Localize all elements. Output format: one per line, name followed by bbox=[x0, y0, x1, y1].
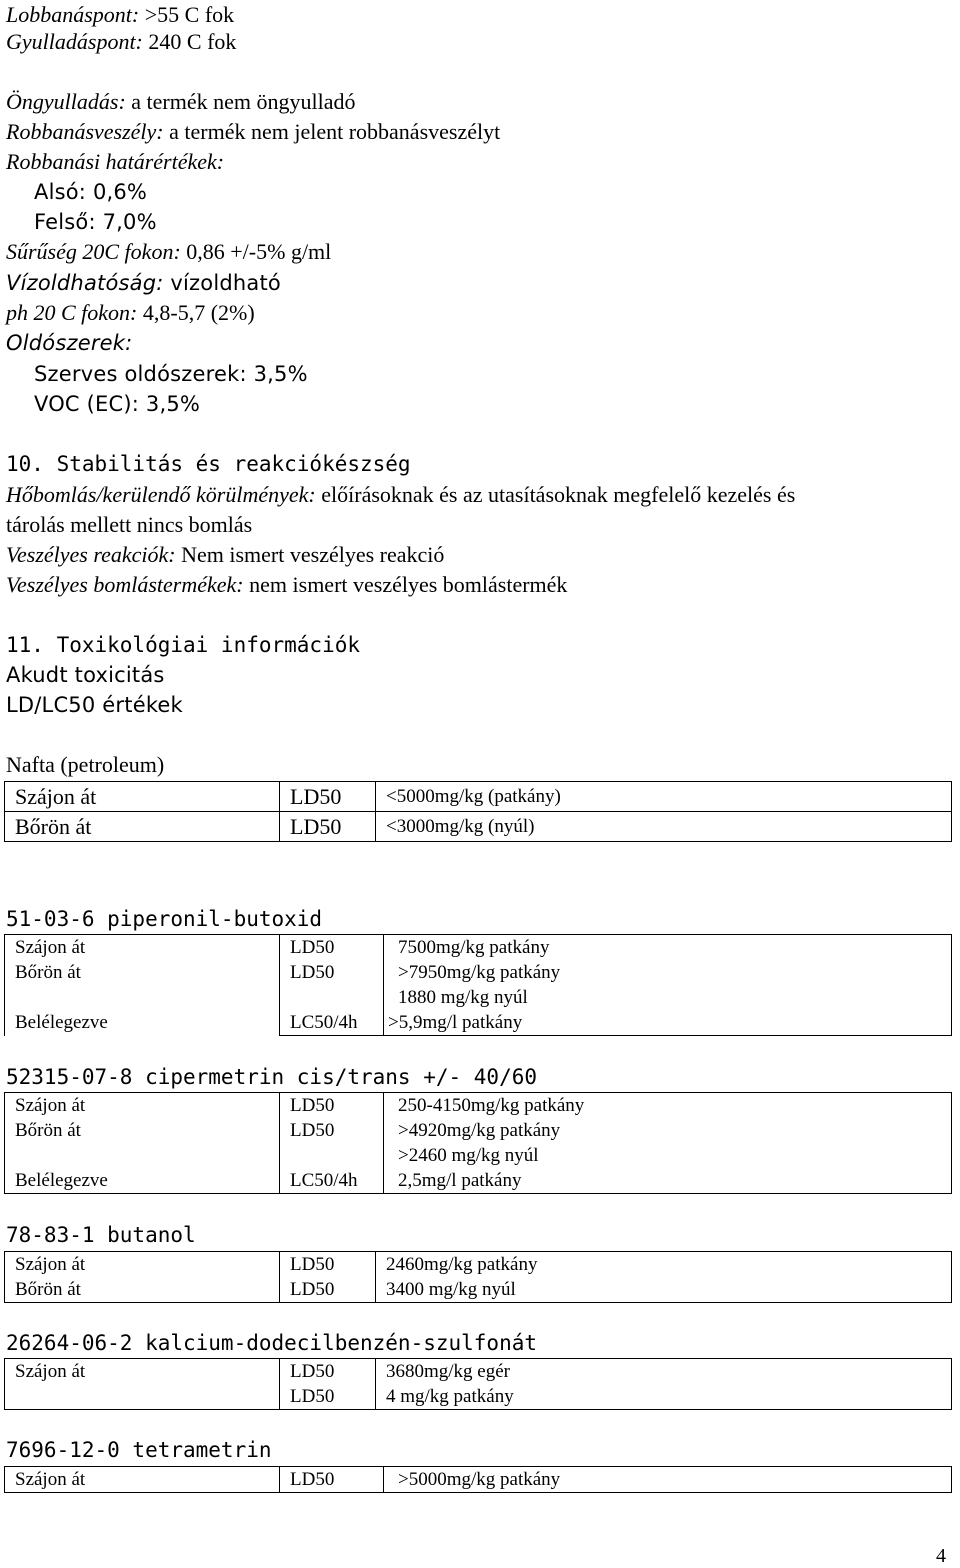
dangerous-reactions bbox=[6, 540, 444, 570]
route-cell: Bőrön át bbox=[5, 812, 280, 842]
value-text: >5,9mg/l patkány bbox=[388, 1012, 523, 1033]
value-text: 4 mg/kg patkány bbox=[386, 1386, 514, 1407]
explosion-hazard bbox=[6, 117, 500, 147]
substance-name: 51-03-6 piperonil-butoxid bbox=[6, 907, 323, 931]
toxicity-table bbox=[4, 781, 952, 842]
self-ignition bbox=[6, 87, 355, 117]
value-text: 7500mg/kg patkány bbox=[398, 937, 550, 958]
explosion-limits bbox=[6, 147, 224, 177]
route-text bbox=[15, 985, 279, 1010]
value-cell bbox=[384, 935, 952, 1036]
type-cell: LD50 bbox=[280, 812, 376, 842]
water-solubility-label: Vízoldhatóság: bbox=[6, 271, 164, 295]
table-row bbox=[5, 1359, 952, 1410]
route-text: Szájon át bbox=[15, 1361, 86, 1382]
route-cell bbox=[5, 1252, 280, 1303]
route-text bbox=[15, 1384, 279, 1409]
solvents bbox=[6, 328, 132, 358]
value-text: 2460mg/kg patkány bbox=[386, 1254, 538, 1275]
route-text bbox=[15, 1143, 279, 1168]
type-text: LD50 bbox=[290, 1361, 335, 1382]
value-text: >2460 mg/kg nyúl bbox=[398, 1145, 539, 1166]
type-text bbox=[290, 985, 383, 1010]
flash-point bbox=[6, 0, 234, 30]
type-text: LD50 bbox=[290, 1279, 335, 1300]
density-value: 0,86 +/-5% g/ml bbox=[180, 239, 332, 264]
value-text: 1880 mg/kg nyúl bbox=[398, 987, 528, 1008]
decomposition-products bbox=[6, 570, 567, 600]
flash-point-label: Lobbanáspont: bbox=[6, 2, 140, 27]
explosion-hazard-value: a termék nem jelent robbanásveszélyt bbox=[163, 119, 501, 144]
density-label: Sűrűség 20C fokon: bbox=[6, 239, 181, 264]
route-text: Szájon át bbox=[15, 1254, 86, 1275]
table-row bbox=[5, 812, 952, 842]
decomposition-products-value: nem ismert veszélyes bomlástermék bbox=[243, 572, 568, 597]
substance-name: 7696-12-0 tetrametrin bbox=[6, 1438, 272, 1462]
ignition-point-value: 240 C fok bbox=[142, 29, 237, 54]
self-ignition-label: Öngyulladás: bbox=[6, 89, 126, 114]
self-ignition-value: a termék nem öngyulladó bbox=[125, 89, 356, 114]
decomposition-products-label: Veszélyes bomlástermékek: bbox=[6, 572, 244, 597]
value-text: 3400 mg/kg nyúl bbox=[386, 1279, 516, 1300]
ph bbox=[6, 298, 255, 328]
flash-point-value: >55 C fok bbox=[139, 2, 235, 27]
table-row bbox=[5, 1252, 952, 1303]
section-11-title: 11. Toxikológiai információk bbox=[6, 633, 361, 657]
route-text: Szájon át bbox=[15, 1095, 86, 1116]
substance-name: Nafta (petroleum) bbox=[6, 752, 165, 777]
type-cell bbox=[280, 1093, 384, 1194]
section-10-title: 10. Stabilitás és reakciókészség bbox=[6, 452, 411, 476]
ph-value: 4,8-5,7 (2%) bbox=[137, 300, 255, 325]
value-text: 250-4150mg/kg patkány bbox=[398, 1095, 585, 1116]
route-text: Szájon át bbox=[15, 937, 86, 958]
decomposition-conditions bbox=[6, 480, 795, 510]
organic-solvents: Szerves oldószerek: 3,5% bbox=[34, 362, 308, 386]
route-text: Bőrön át bbox=[15, 962, 81, 983]
type-text: LD50 bbox=[290, 1095, 335, 1116]
upper-limit: Felső: 7,0% bbox=[34, 210, 157, 234]
ignition-point bbox=[6, 27, 236, 57]
type-text: LC50/4h bbox=[290, 1012, 358, 1033]
value-text: 2,5mg/l patkány bbox=[398, 1170, 522, 1191]
ph-label: ph 20 C fokon: bbox=[6, 300, 138, 325]
lower-limit: Alsó: 0,6% bbox=[34, 180, 148, 204]
route-cell bbox=[5, 935, 280, 1036]
route-cell: Szájon át bbox=[5, 782, 280, 812]
decomposition-conditions-label: Hőbomlás/kerülendő körülmények: bbox=[6, 482, 316, 507]
type-text: LD50 bbox=[290, 937, 335, 958]
route-text: Belélegezve bbox=[15, 1012, 108, 1033]
value-text: >4920mg/kg patkány bbox=[398, 1120, 561, 1141]
value-text: 3680mg/kg egér bbox=[386, 1361, 511, 1382]
water-solubility bbox=[6, 268, 281, 298]
water-solubility-value: vízoldható bbox=[163, 271, 281, 295]
dangerous-reactions-label: Veszélyes reakciók: bbox=[6, 542, 176, 567]
type-text: LC50/4h bbox=[290, 1170, 358, 1191]
substance-name: 26264-06-2 kalcium-dodecilbenzén-szulfonát bbox=[6, 1331, 538, 1355]
acute-toxicity: Akudt toxicitás bbox=[6, 663, 165, 687]
value-text: >7950mg/kg patkány bbox=[398, 962, 561, 983]
type-cell: LD50 bbox=[280, 782, 376, 812]
table-row bbox=[5, 935, 952, 1036]
page-number: 4 bbox=[936, 1545, 946, 1567]
type-cell: LD50 bbox=[280, 1467, 384, 1493]
type-text bbox=[290, 1143, 383, 1168]
value-cell: <5000mg/kg (patkány) bbox=[376, 782, 952, 812]
type-text: LD50 bbox=[290, 1386, 335, 1407]
value-cell bbox=[376, 1359, 952, 1410]
type-cell bbox=[280, 1359, 376, 1410]
type-text: LD50 bbox=[290, 1254, 335, 1275]
value-cell: >5000mg/kg patkány bbox=[384, 1467, 952, 1493]
route-text: Bőrön át bbox=[15, 1279, 81, 1300]
toxicity-table bbox=[4, 1251, 952, 1303]
table-row bbox=[5, 782, 952, 812]
solvents-label: Oldószerek: bbox=[6, 331, 133, 355]
route-text: Bőrön át bbox=[15, 1120, 81, 1141]
substance-name: 78-83-1 butanol bbox=[6, 1223, 196, 1247]
toxicity-table bbox=[4, 1358, 952, 1410]
table-row bbox=[5, 1093, 952, 1194]
route-text: Belélegezve bbox=[15, 1170, 108, 1191]
type-cell bbox=[280, 1252, 376, 1303]
table-row bbox=[5, 1467, 952, 1493]
density bbox=[6, 237, 331, 267]
dangerous-reactions-value: Nem ismert veszélyes reakció bbox=[175, 542, 445, 567]
toxicity-table bbox=[4, 1466, 952, 1493]
substance-name: 52315-07-8 cipermetrin cis/trans +/- 40/60 bbox=[6, 1065, 538, 1089]
value-cell bbox=[376, 1252, 952, 1303]
type-cell bbox=[280, 935, 384, 1036]
type-text: LD50 bbox=[290, 1120, 335, 1141]
explosion-hazard-label: Robbanásveszély: bbox=[6, 119, 164, 144]
voc: VOC (EC): 3,5% bbox=[34, 392, 201, 416]
decomposition-conditions-value: előírásoknak és az utasításoknak megfelelő kezelés és bbox=[315, 482, 796, 507]
toxicity-table bbox=[4, 1092, 952, 1194]
type-text: LD50 bbox=[290, 962, 335, 983]
toxicity-table bbox=[4, 934, 952, 1036]
ignition-point-label: Gyulladáspont: bbox=[6, 29, 143, 54]
ld-values-heading: LD/LC50 értékek bbox=[6, 693, 183, 717]
route-cell bbox=[5, 1093, 280, 1194]
route-cell: Szájon át bbox=[5, 1467, 280, 1493]
route-cell bbox=[5, 1359, 280, 1410]
value-cell bbox=[384, 1093, 952, 1194]
explosion-limits-label: Robbanási határértékek: bbox=[6, 149, 225, 174]
value-cell: <3000mg/kg (nyúl) bbox=[376, 812, 952, 842]
decomposition-conditions-cont: tárolás mellett nincs bomlás bbox=[6, 512, 253, 537]
